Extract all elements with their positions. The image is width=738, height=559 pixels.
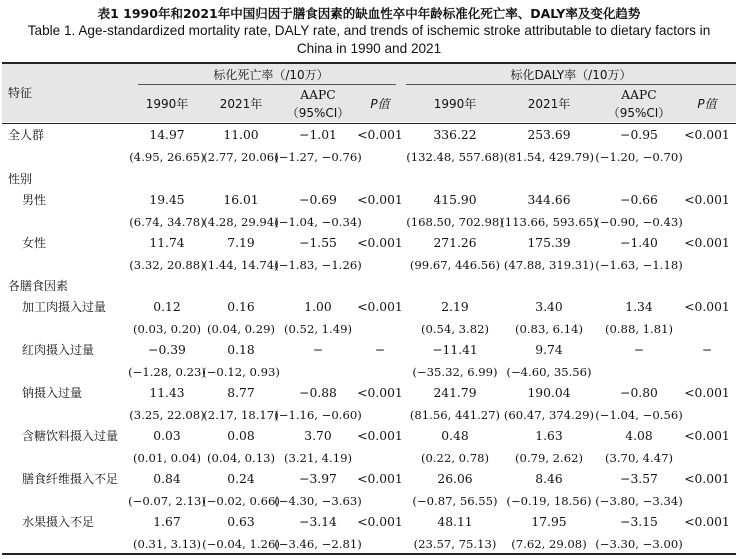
cell-daapc: 4.08 xyxy=(625,429,653,443)
row-label: 全人群 xyxy=(8,128,45,142)
header-daly-group: 标化DALY率（/10万） xyxy=(510,68,632,82)
cell-m2021-ci: (2.77, 20.06) xyxy=(203,150,279,164)
cell-m1990: 14.97 xyxy=(149,128,185,142)
cell-m2021-ci: (4.28, 29.94) xyxy=(203,215,279,229)
header-daly-p: P值 xyxy=(697,97,717,111)
cell-m1990: 0.84 xyxy=(153,472,181,486)
cell-m2021: 11.00 xyxy=(223,128,259,142)
cell-d1990-ci: (0.54, 3.82) xyxy=(420,322,490,336)
cell-d1990-ci: (23.57, 75.13) xyxy=(413,537,497,551)
cell-m1990-ci: (4.95, 26.65) xyxy=(129,150,205,164)
table-bottom-rule xyxy=(2,553,736,555)
cell-maapc: − xyxy=(312,343,324,357)
cell-d1990: 48.11 xyxy=(437,515,473,529)
cell-d2021: 8.46 xyxy=(535,472,563,486)
cell-d2021-ci: (113.66, 593.65) xyxy=(500,215,598,229)
cell-m1990: 11.74 xyxy=(149,236,185,250)
header-mortality-1990: 1990年 xyxy=(145,97,189,111)
cell-daapc: −3.15 xyxy=(620,515,658,529)
cell-d2021: 3.40 xyxy=(535,300,563,314)
cell-d2021-ci: (−4.60, 35.56) xyxy=(506,365,592,379)
row-label: 钠摄入过量 xyxy=(22,386,83,400)
cell-daapc: 1.34 xyxy=(625,300,653,314)
cell-d2021: 17.95 xyxy=(531,515,567,529)
cell-m2021: 0.16 xyxy=(227,300,255,314)
cell-dp: <0.001 xyxy=(684,472,730,486)
cell-d2021: 175.39 xyxy=(527,236,571,250)
cell-maapc: −3.14 xyxy=(299,515,337,529)
cell-m1990: 11.43 xyxy=(149,386,185,400)
cell-d2021-ci: (−0.19, 18.56) xyxy=(506,494,592,508)
cell-m1990: −0.39 xyxy=(148,343,186,357)
row-label: 男性 xyxy=(22,193,47,207)
cell-m1990: 1.67 xyxy=(153,515,181,529)
cell-mp: <0.001 xyxy=(357,515,403,529)
header-mortality-aapc: AAPC xyxy=(300,88,336,102)
cell-d2021: 344.66 xyxy=(527,193,571,207)
cell-maapc-ci: (−1.04, −0.34) xyxy=(274,215,362,229)
cell-mp: <0.001 xyxy=(357,236,403,250)
cell-mp: <0.001 xyxy=(357,300,403,314)
header-mortality-group: 标化死亡率（/10万） xyxy=(213,68,329,82)
cell-m2021: 0.18 xyxy=(227,343,255,357)
cell-dp: <0.001 xyxy=(684,300,730,314)
cell-mp: <0.001 xyxy=(357,128,403,142)
header-daly-2021: 2021年 xyxy=(527,97,571,111)
cell-d1990-ci: (0.22, 0.78) xyxy=(420,451,490,465)
header-mortality-aapc-ci: （95%CI） xyxy=(286,106,350,120)
cell-m2021: 0.63 xyxy=(227,515,255,529)
cell-maapc-ci: (−1.16, −0.60) xyxy=(274,408,362,422)
cell-m2021-ci: (0.04, 0.13) xyxy=(206,451,276,465)
cell-daapc: −1.40 xyxy=(620,236,658,250)
daly-group-underline xyxy=(406,84,736,85)
cell-maapc: −0.69 xyxy=(299,193,337,207)
cell-d1990: 26.06 xyxy=(437,472,473,486)
cell-daapc-ci: (−0.90, −0.43) xyxy=(595,215,683,229)
cell-maapc: −0.88 xyxy=(299,386,337,400)
cell-daapc-ci: (−1.04, −0.56) xyxy=(595,408,683,422)
cell-d1990: 241.79 xyxy=(433,386,477,400)
cell-maapc-ci: (3.21, 4.19) xyxy=(283,451,353,465)
table-title-chinese: 表1 1990年和2021年中国归因于膳食因素的缺血性卒中年龄标准化死亡率、DALY率及变化趋势 xyxy=(97,6,641,21)
row-label: 红肉摄入过量 xyxy=(22,343,95,357)
cell-m2021: 0.24 xyxy=(227,472,255,486)
cell-d1990-ci: (99.67, 446.56) xyxy=(409,258,501,272)
cell-daapc-ci: (−1.20, −0.70) xyxy=(595,150,683,164)
cell-d2021-ci: (0.83, 6.14) xyxy=(514,322,584,336)
cell-m1990-ci: (0.31, 3.13) xyxy=(132,537,202,551)
table-title-english xyxy=(0,22,738,58)
header-feature: 特征 xyxy=(8,86,33,100)
row-label: 水果摄入不足 xyxy=(22,515,95,529)
cell-maapc-ci: (−1.83, −1.26) xyxy=(274,258,362,272)
cell-m1990-ci: (−0.07, 2.13) xyxy=(128,494,206,508)
cell-d1990-ci: (−0.87, 56.55) xyxy=(412,494,498,508)
cell-m2021: 0.08 xyxy=(227,429,255,443)
cell-dp: <0.001 xyxy=(684,236,730,250)
cell-maapc: 1.00 xyxy=(304,300,332,314)
cell-dp: <0.001 xyxy=(684,429,730,443)
cell-d1990-ci: (−35.32, 6.99) xyxy=(412,365,498,379)
header-daly-aapc-ci: （95%CI） xyxy=(607,106,671,120)
row-label: 含糖饮料摄入过量 xyxy=(22,429,119,443)
cell-mp: <0.001 xyxy=(357,386,403,400)
cell-d2021-ci: (47.88, 319.31) xyxy=(503,258,595,272)
cell-d2021: 1.63 xyxy=(535,429,563,443)
cell-dp: <0.001 xyxy=(684,193,730,207)
row-label: 膳食纤维摄入不足 xyxy=(22,472,119,486)
cell-d2021-ci: (7.62, 29.08) xyxy=(511,537,587,551)
section-label-dietary-factors: 各膳食因素 xyxy=(8,279,69,293)
cell-d1990-ci: (132.48, 557.68) xyxy=(406,150,504,164)
cell-d1990: 2.19 xyxy=(441,300,469,314)
table-header-rule xyxy=(2,123,736,124)
cell-m1990-ci: (0.01, 0.04) xyxy=(132,451,202,465)
cell-m2021-ci: (2.17, 18.17) xyxy=(203,408,279,422)
cell-daapc-ci: (0.88, 1.81) xyxy=(604,322,674,336)
cell-m2021-ci: (0.04, 0.29) xyxy=(206,322,276,336)
cell-daapc-ci: (−3.30, −3.00) xyxy=(595,537,683,551)
header-mortality-p: P值 xyxy=(370,97,390,111)
cell-d2021-ci: (60.47, 374.29) xyxy=(503,408,595,422)
cell-d2021: 190.04 xyxy=(527,386,571,400)
cell-daapc-ci: (−3.80, −3.34) xyxy=(595,494,683,508)
cell-m1990-ci: (3.25, 22.08) xyxy=(129,408,205,422)
cell-dp: <0.001 xyxy=(684,515,730,529)
header-daly-1990: 1990年 xyxy=(433,97,477,111)
cell-m1990-ci: (−1.28, 0.23) xyxy=(128,365,206,379)
cell-d1990: 336.22 xyxy=(433,128,477,142)
cell-maapc-ci: (0.52, 1.49) xyxy=(283,322,353,336)
cell-maapc: −1.01 xyxy=(299,128,337,142)
header-daly-aapc: AAPC xyxy=(621,88,657,102)
cell-m2021-ci: (−0.02, 0.66) xyxy=(202,494,280,508)
cell-d1990: 271.26 xyxy=(433,236,477,250)
cell-daapc: −0.66 xyxy=(620,193,658,207)
cell-dp: <0.001 xyxy=(684,386,730,400)
cell-maapc-ci: (−4.30, −3.63) xyxy=(274,494,362,508)
row-label: 女性 xyxy=(22,236,47,250)
cell-d1990: −11.41 xyxy=(432,343,478,357)
cell-maapc-ci: (−3.46, −2.81) xyxy=(274,537,362,551)
cell-mp: <0.001 xyxy=(357,193,403,207)
cell-m2021-ci: (1.44, 14.74) xyxy=(203,258,279,272)
cell-maapc: −3.97 xyxy=(299,472,337,486)
cell-m2021: 8.77 xyxy=(227,386,255,400)
cell-d2021-ci: (0.79, 2.62) xyxy=(514,451,584,465)
cell-daapc-ci: (−1.63, −1.18) xyxy=(595,258,683,272)
cell-m1990-ci: (6.74, 34.78) xyxy=(129,215,205,229)
row-label: 加工肉摄入过量 xyxy=(22,300,107,314)
cell-m2021-ci: (−0.04, 1.26) xyxy=(202,537,280,551)
cell-d2021: 9.74 xyxy=(535,343,563,357)
table-title-english-line1: Table 1. Age-standardized mortality rate, DALY rate, and trends of ischemic stroke attributable to dietary factors in xyxy=(27,23,711,38)
cell-dp: − xyxy=(701,343,713,357)
section-label-gender: 性别 xyxy=(8,172,33,186)
cell-m1990-ci: (0.03, 0.20) xyxy=(132,322,202,336)
cell-mp: <0.001 xyxy=(357,429,403,443)
cell-m2021-ci: (−0.12, 0.93) xyxy=(202,365,280,379)
cell-d1990: 415.90 xyxy=(433,193,477,207)
cell-dp: <0.001 xyxy=(684,128,730,142)
cell-m2021: 16.01 xyxy=(223,193,259,207)
cell-m1990: 0.12 xyxy=(153,300,181,314)
cell-m1990: 19.45 xyxy=(149,193,185,207)
cell-d2021-ci: (81.54, 429.79) xyxy=(503,150,595,164)
mortality-group-underline xyxy=(138,84,396,85)
cell-maapc: −1.55 xyxy=(299,236,337,250)
cell-m1990-ci: (3.32, 20.88) xyxy=(129,258,205,272)
cell-maapc-ci: (−1.27, −0.76) xyxy=(274,150,362,164)
cell-d1990-ci: (168.50, 702.98) xyxy=(406,215,504,229)
cell-maapc: 3.70 xyxy=(304,429,332,443)
cell-d1990: 0.48 xyxy=(441,429,469,443)
cell-m1990: 0.03 xyxy=(153,429,181,443)
cell-d1990-ci: (81.56, 441.27) xyxy=(409,408,501,422)
cell-daapc: − xyxy=(633,343,645,357)
cell-daapc: −0.80 xyxy=(620,386,658,400)
cell-daapc: −3.57 xyxy=(620,472,658,486)
cell-mp: <0.001 xyxy=(357,472,403,486)
header-mortality-2021: 2021年 xyxy=(219,97,263,111)
table-title-english-line2: China in 1990 and 2021 xyxy=(296,41,442,56)
cell-d2021: 253.69 xyxy=(527,128,571,142)
cell-m2021: 7.19 xyxy=(227,236,255,250)
cell-mp: − xyxy=(374,343,386,357)
cell-daapc: −0.95 xyxy=(620,128,658,142)
cell-daapc-ci: (3.70, 4.47) xyxy=(604,451,674,465)
